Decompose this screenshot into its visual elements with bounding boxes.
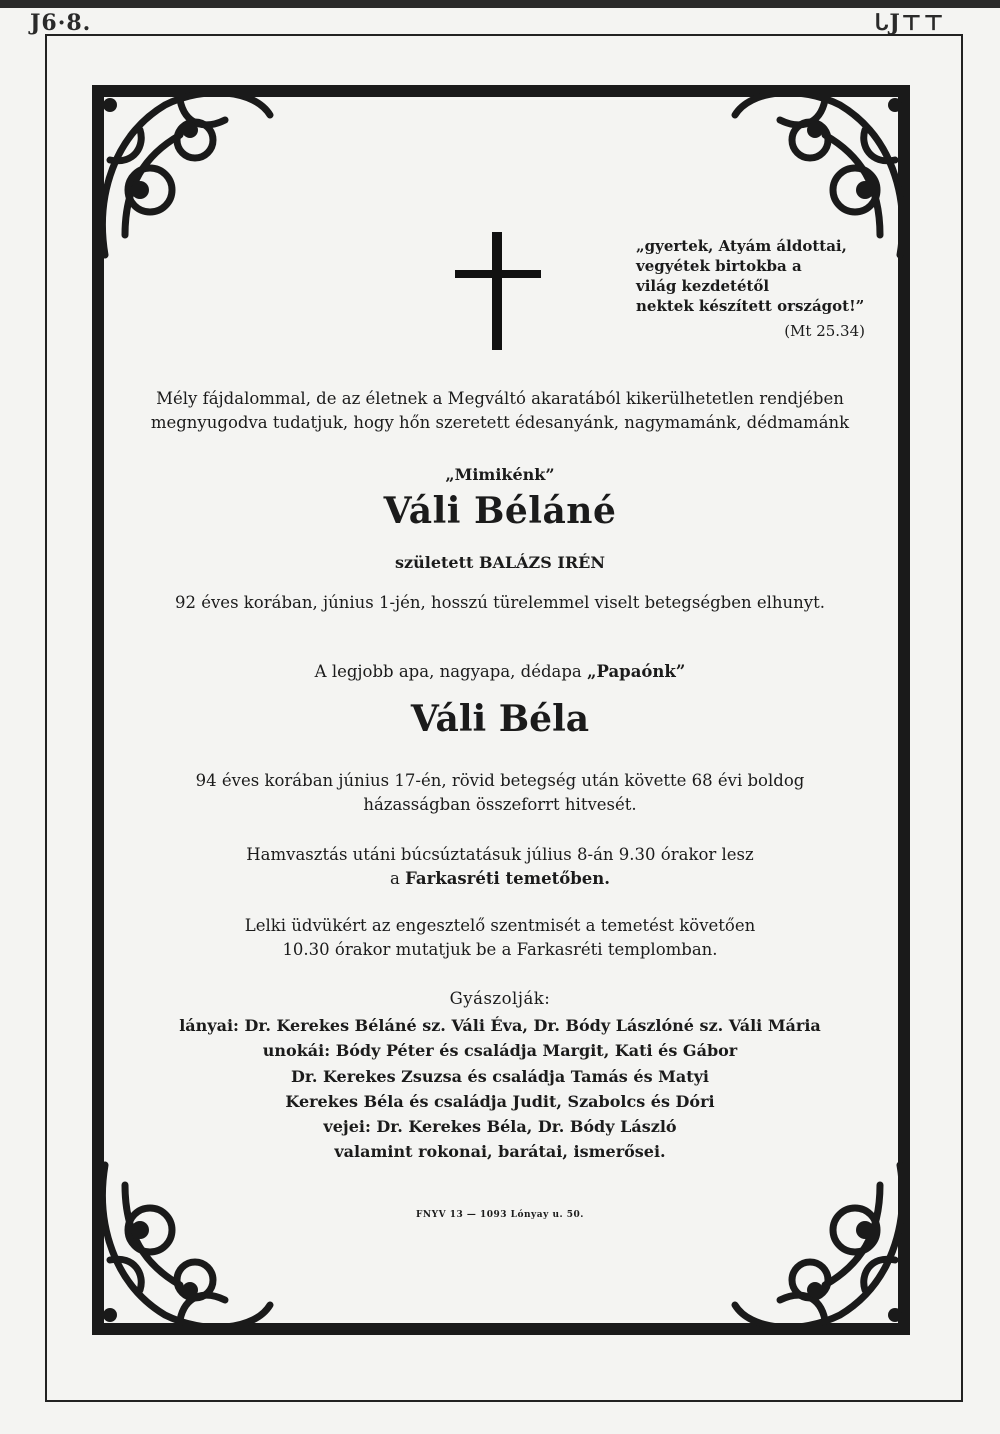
funeral-line-1: Hamvasztás utáni búcsúztatásuk július 8-án 9.30 órakor lesz bbox=[246, 845, 754, 864]
mourners-line: unokái: Bódy Péter és családja Margit, Kati és Gábor bbox=[262, 1041, 738, 1060]
mourners-line: Kerekes Béla és családja Judit, Szabolcs és Dóri bbox=[285, 1092, 715, 1111]
printer-imprint: FNYV 13 — 1093 Lónyay u. 50. bbox=[416, 1210, 584, 1220]
cross-icon bbox=[455, 232, 541, 350]
corner-ornament-bottom-left bbox=[85, 1145, 285, 1345]
mourners-line: valamint rokonai, barátai, ismerősei. bbox=[334, 1142, 666, 1161]
mother-nickname: „Mimikénk” bbox=[445, 465, 555, 484]
quote-reference: (Mt 25.34) bbox=[784, 322, 865, 340]
handwritten-mark-right: ᒐJ⊤⊤ bbox=[874, 10, 945, 36]
mother-birth-name: született BALÁZS IRÉN bbox=[395, 553, 605, 572]
quote-line: vegyétek birtokba a bbox=[636, 257, 802, 275]
funeral-location: Farkasréti temetőben. bbox=[405, 869, 610, 888]
quote-line: nektek készített országot!” bbox=[636, 297, 865, 315]
father-name: Váli Béla bbox=[410, 698, 590, 740]
handwritten-mark-left: J6·8. bbox=[30, 10, 92, 36]
funeral-line-2-prefix: a bbox=[389, 869, 400, 888]
mass-line-2: 10.30 órakor mutatjuk be a Farkasréti templomban. bbox=[282, 940, 718, 959]
corner-ornament-bottom-right bbox=[720, 1145, 920, 1345]
father-nickname: „Papaónk” bbox=[587, 662, 686, 681]
intro-line-2: megnyugodva tudatjuk, hogy hőn szeretett édesanyánk, nagymamánk, dédmamánk bbox=[150, 413, 850, 432]
bible-quote bbox=[636, 236, 886, 316]
father-intro-text: A legjobb apa, nagyapa, dédapa bbox=[314, 662, 582, 681]
quote-line: „gyertek, Atyám áldottai, bbox=[636, 237, 847, 255]
father-intro bbox=[200, 662, 800, 681]
mass-line-1: Lelki üdvükért az engesztelő szentmisét a temetést követően bbox=[244, 916, 756, 935]
quote-line: világ kezdetétől bbox=[636, 277, 770, 295]
mother-death-notice: 92 éves korában, június 1-jén, hosszú türelemmel viselt betegségben elhunyt. bbox=[174, 593, 825, 612]
father-death-line-1: 94 éves korában június 17-én, rövid betegség után követte 68 évi boldog bbox=[195, 771, 805, 790]
mourners-line: vejei: Dr. Kerekes Béla, Dr. Bódy László bbox=[323, 1117, 677, 1136]
intro-line-1: Mély fájdalommal, de az életnek a Megváltó akaratából kikerülhetetlen rendjében bbox=[156, 389, 844, 408]
mourners-heading: Gyászolják: bbox=[449, 989, 551, 1008]
funeral-line-2 bbox=[150, 869, 850, 888]
father-death-line-2: házasságban összeforrt hitvesét. bbox=[363, 795, 637, 814]
mother-name: Váli Béláné bbox=[383, 490, 617, 532]
corner-ornament-top-left bbox=[85, 75, 285, 275]
mourners-line: Dr. Kerekes Zsuzsa és családja Tamás és Matyi bbox=[291, 1067, 709, 1086]
top-edge-bar bbox=[0, 0, 1000, 8]
mourners-line: lányai: Dr. Kerekes Béláné sz. Váli Éva, Dr. Bódy Lászlóné sz. Váli Mária bbox=[179, 1016, 821, 1035]
